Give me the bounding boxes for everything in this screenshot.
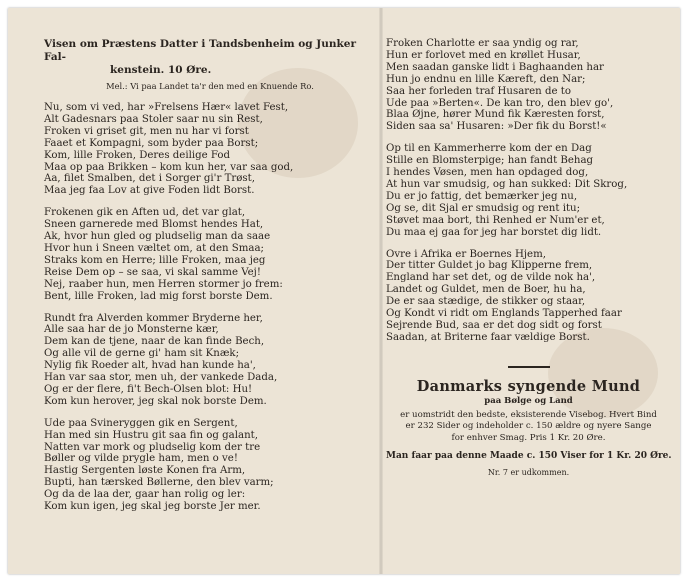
verse-line: Du maa ej gaa for jeg har borstet dig lidt.	[386, 226, 602, 238]
ad-body-line: for enhver Smag. Pris 1 Kr. 20 Øre.	[451, 432, 606, 443]
verse-line: Stille en Blomsterpige; han fandt Behag	[386, 155, 594, 167]
verse-line: Reise Dem op – se saa, vi skal samme Vej!	[44, 266, 261, 278]
stanza	[386, 143, 671, 238]
verse-line: Bupti, han tærsked Bøllerne, den blev varm;	[44, 477, 274, 489]
verse-line: Aa, filet Smalben, det i Sorger gi'r Trøst,	[44, 173, 255, 185]
verse-line: Støvet maa bort, thi Renhed er Num'er et,	[386, 214, 605, 226]
verse-line: Bøller og vilde prygle ham, men o ve!	[44, 453, 238, 465]
verse-line: Op til en Kammerherre kom der en Dag	[386, 143, 592, 155]
ad-note: Nr. 7 er udkommen.	[487, 468, 570, 478]
melody-note: Mel.: Vi paa Landet ta'r den med en Knuende Ro.	[106, 81, 314, 91]
verse-line: Siden saa sa' Husaren: »Der fik du Borst!«	[386, 121, 607, 133]
ad-price-line: Man faar paa denne Maade c. 150 Viser for 1 Kr. 20 Øre.	[386, 451, 672, 462]
verse-line: Sneen garnerede med Blomst hendes Hat,	[44, 219, 264, 231]
verse-line: Nu, som vi ved, har »Frelsens Hær« lavet Fest,	[44, 102, 289, 113]
ad-body-line: er uomstridt den bedste, eksisterende Visebog. Hvert Bind	[400, 409, 657, 420]
verse-line: Frokenen gik en Aften ud, det var glat,	[44, 207, 246, 219]
verse-line: Ude paa Svineryggen gik en Sergent,	[44, 417, 238, 429]
verse-line: At hun var smudsig, og han sukked: Dit Skrog,	[386, 178, 628, 190]
verse-line: Rundt fra Alverden kommer Bryderne her,	[44, 312, 263, 324]
verse-line: Og er der flere, fi't Bech-Olsen blot: Hu!	[44, 383, 253, 395]
verse-line: Kom, lille Froken, Deres deilige Fod	[44, 149, 231, 161]
verse-line: Ovre i Afrika er Boernes Hjem,	[386, 248, 546, 260]
verse-line: Hun er forlovet med en krøllet Husar,	[386, 49, 581, 61]
verse-line: Faaet et Kompagni, som byder paa Borst;	[44, 137, 259, 149]
verse-line: Maa op paa Brikken – kom kun her, var saa god,	[44, 161, 294, 173]
verse-line: Han med sin Hustru git saa fin og galant,	[44, 429, 258, 441]
verse-line: Straks kom en Herre; lille Froken, maa jeg	[44, 254, 266, 266]
verse-line: Bent, lille Froken, lad mig forst borste Dem.	[44, 290, 273, 302]
verse-line: Saa her forleden traf Husaren de to	[386, 85, 571, 97]
verse-line: Du er jo fattig, det bemærker jeg nu,	[386, 190, 578, 202]
verse-line: I hendes Vøsen, men han opdaged dog,	[386, 167, 589, 179]
divider	[508, 366, 550, 368]
verse-line: Kom kun herover, jeg skal nok borste Dem.	[44, 395, 267, 407]
stanza	[386, 38, 671, 133]
verse-line: Alt Gadesnars paa Stoler saar nu sin Rest,	[44, 113, 263, 125]
verse-line: Der titter Guldet jo bag Klipperne frem,	[386, 260, 593, 272]
verse-line: Blaa Øjne, hører Mund fik Kæresten forst,	[386, 109, 605, 121]
verse-line: Og se, dit Sjal er smudsig og rent itu;	[386, 202, 581, 214]
stanza	[44, 418, 376, 513]
verse-line: Nej, raaber hun, men Herren stormer jo frem:	[44, 278, 283, 290]
verse-line: Ak, hvor hun gled og pludselig man da saae	[44, 231, 271, 243]
verse-line: Og alle vil de gerne gi' ham sit Knæk;	[44, 348, 240, 360]
right-page	[386, 38, 671, 479]
verse-line: Sejrende Bud, saa er det dog sidt og forst	[386, 319, 602, 331]
verse-line: Ude paa »Berten«. De kan tro, den blev go',	[386, 97, 614, 109]
verse-line: Nylig fik Roeder alt, hvad han kunde ha',	[44, 360, 256, 372]
verse-line: Han var saa stor, men uh, der vankede Dada,	[44, 372, 278, 384]
verse-line: Froken vi griset git, men nu har vi forst	[44, 125, 249, 137]
verse-line: Kom kun igen, jeg skal jeg borste Jer mer.	[44, 501, 261, 513]
songsheet	[8, 8, 680, 574]
verse-line: Hastig Sergenten løste Konen fra Arm,	[44, 465, 246, 477]
left-page	[44, 38, 376, 513]
verse-line: Og da de laa der, gaar han rolig og ler:	[44, 489, 246, 501]
verse-line: Dem kan de tjene, naar de kan finde Bech,	[44, 336, 265, 348]
verse-line: De er saa stædige, de stikker og staar,	[386, 296, 586, 308]
song-title: Visen om Præstens Datter i Tandsbenheim og Junker Fal-	[44, 38, 356, 63]
ad-body-line: er 232 Sider og indeholder c. 150 ældre og nyere Sange	[405, 421, 652, 432]
verse-line: Hvor hun i Sneen væltet om, at den Smaa;	[44, 242, 264, 254]
verse-line: Saadan, at Briterne faar vældige Borst.	[386, 331, 590, 343]
verse-line: Landet og Guldet, men de Boer, hu ha,	[386, 284, 586, 296]
verse-line: Men saadan ganske lidt i Baghaanden har	[386, 61, 604, 73]
verse-line: Froken Charlotte er saa yndig og rar,	[386, 38, 579, 49]
verse-line: Natten var mork og pludselig kom der tre	[44, 441, 261, 453]
verse-line: Og Kondt vi ridt om Englands Tapperhed faar	[386, 308, 622, 320]
stanza	[44, 102, 376, 197]
center-fold	[379, 8, 383, 574]
verse-line: England har set det, og de vilde nok ha',	[386, 272, 596, 284]
stanza	[44, 207, 376, 302]
stanza	[44, 313, 376, 408]
verse-line: Maa jeg faa Lov at give Foden lidt Borst.	[44, 185, 255, 197]
verse-line: Hun jo endnu en lille Kæreft, den Nar;	[386, 73, 586, 85]
stanza	[386, 249, 671, 344]
song-title-continued: kenstein. 10 Øre.	[110, 64, 212, 76]
ad-subtitle: paa Bølge og Land	[484, 395, 573, 406]
ad-title: Danmarks syngende Mund	[416, 377, 641, 395]
verse-line: Alle saa har de jo Monsterne kær,	[44, 324, 219, 336]
